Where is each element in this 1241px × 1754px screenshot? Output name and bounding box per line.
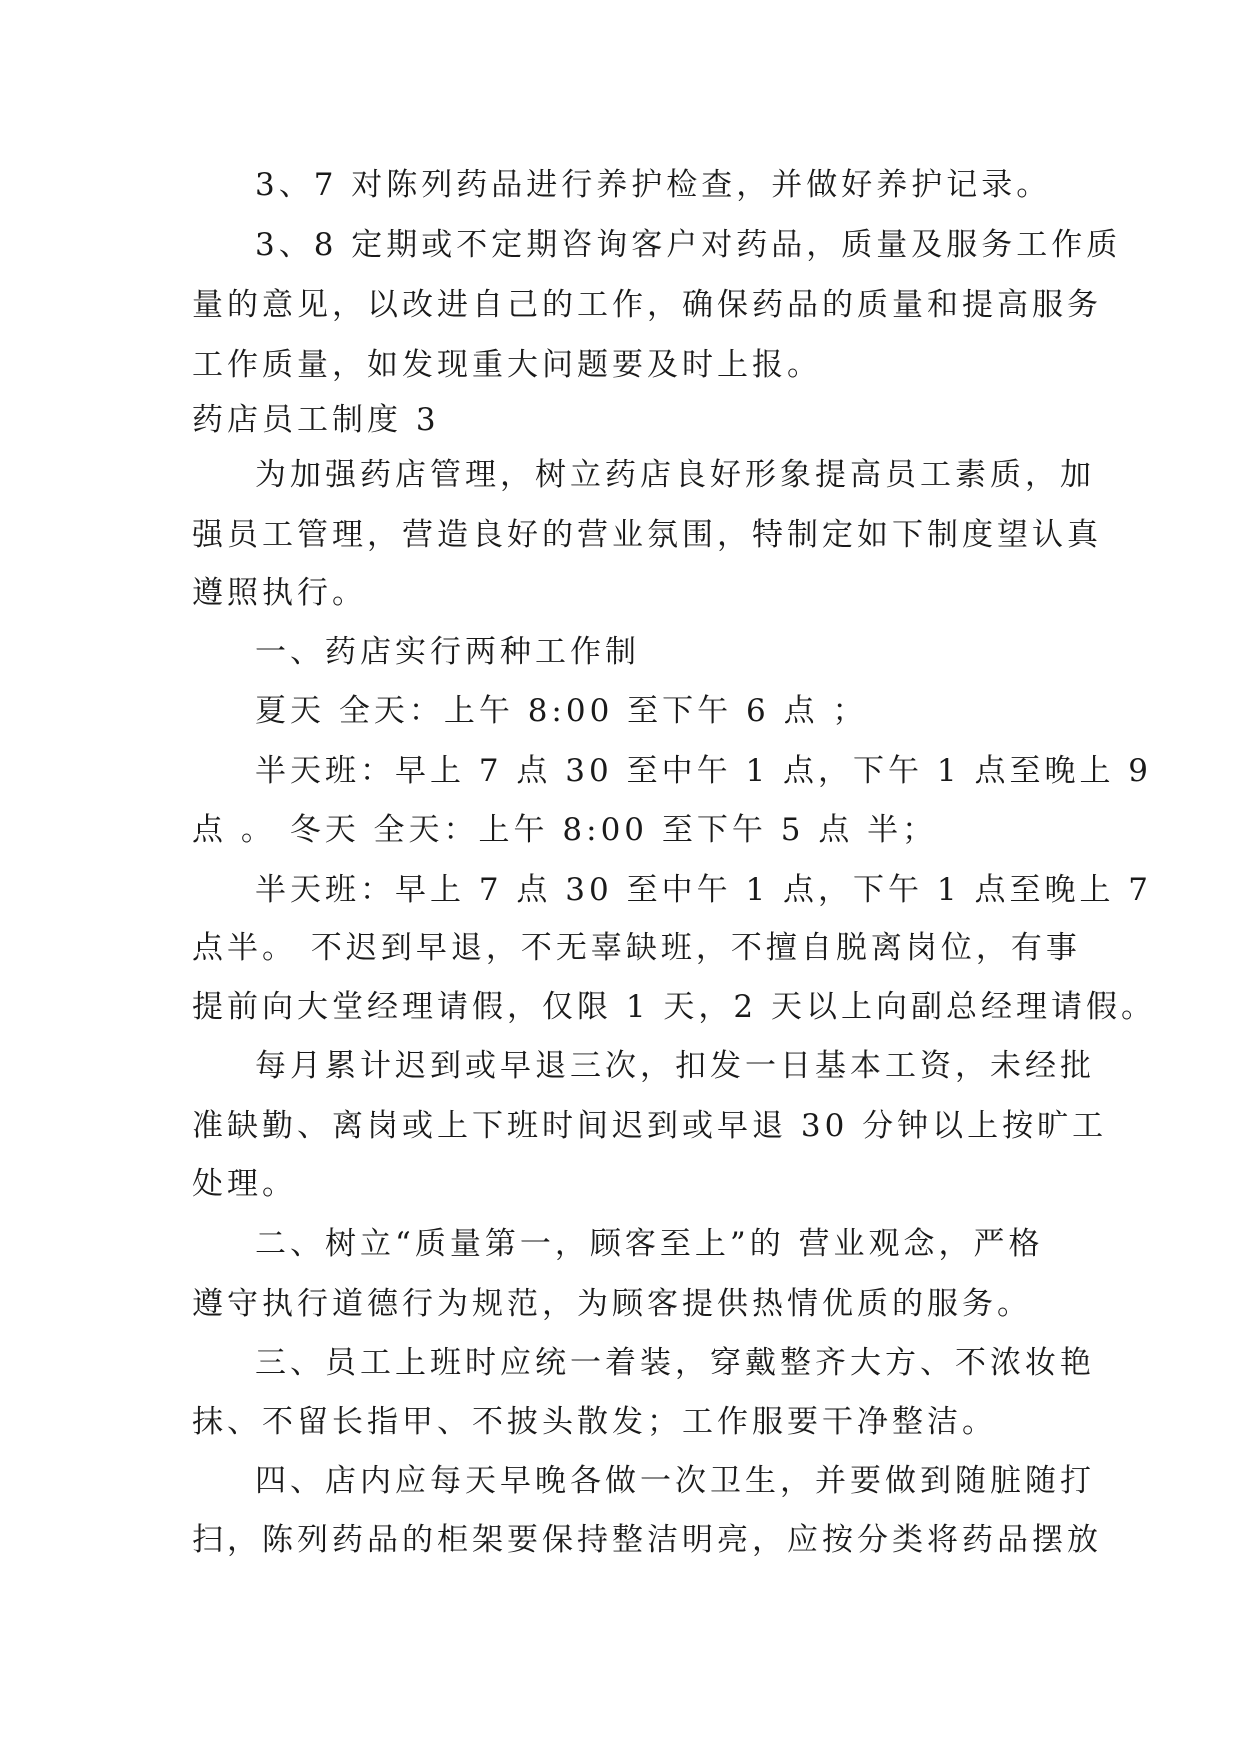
paragraph-line: 夏天 全天：上午 8:00 至下午 6 点 ； bbox=[255, 693, 868, 729]
paragraph-line: 遵守执行道德行为规范，为顾客提供热情优质的服务。 bbox=[192, 1286, 1032, 1322]
paragraph-line: 量的意见，以改进自己的工作，确保药品的质量和提高服务 bbox=[192, 287, 1102, 323]
paragraph-line: 抹、不留长指甲、不披头散发；工作服要干净整洁。 bbox=[192, 1404, 997, 1440]
paragraph-line: 一、药店实行两种工作制 bbox=[255, 634, 640, 670]
paragraph-line: 点半。 不迟到早退，不无辜缺班，不擅自脱离岗位，有事 bbox=[192, 930, 1081, 966]
paragraph-line: 为加强药店管理，树立药店良好形象提高员工素质，加 bbox=[255, 457, 1095, 493]
paragraph-line: 点 。 冬天 全天：上午 8:00 至下午 5 点 半； bbox=[192, 812, 938, 848]
paragraph-line: 遵照执行。 bbox=[192, 575, 367, 611]
paragraph-line: 3、7 对陈列药品进行养护检查，并做好养护记录。 bbox=[255, 167, 1052, 203]
paragraph-line: 提前向大堂经理请假，仅限 1 天，2 天以上向副总经理请假。 bbox=[192, 989, 1157, 1025]
paragraph-line: 三、员工上班时应统一着装，穿戴整齐大方、不浓妆艳 bbox=[255, 1345, 1095, 1381]
paragraph-line: 处理。 bbox=[192, 1166, 297, 1202]
paragraph-line: 3、8 定期或不定期咨询客户对药品，质量及服务工作质 bbox=[255, 227, 1122, 263]
paragraph-line: 二、树立“质量第一，顾客至上”的 营业观念，严格 bbox=[255, 1226, 1044, 1262]
paragraph-line: 每月累计迟到或早退三次，扣发一日基本工资，未经批 bbox=[255, 1048, 1095, 1084]
section-heading: 药店员工制度 3 bbox=[192, 402, 440, 438]
paragraph-line: 强员工管理，营造良好的营业氛围，特制定如下制度望认真 bbox=[192, 517, 1102, 553]
paragraph-line: 准缺勤、离岗或上下班时间迟到或早退 30 分钟以上按旷工 bbox=[192, 1108, 1108, 1144]
paragraph-line: 四、店内应每天早晚各做一次卫生，并要做到随脏随打 bbox=[255, 1463, 1095, 1499]
paragraph-line: 扫，陈列药品的柜架要保持整洁明亮，应按分类将药品摆放 bbox=[192, 1522, 1102, 1558]
paragraph-line: 半天班：早上 7 点 30 至中午 1 点，下午 1 点至晚上 7 bbox=[255, 872, 1153, 908]
paragraph-line: 工作质量，如发现重大问题要及时上报。 bbox=[192, 347, 822, 383]
paragraph-line: 半天班：早上 7 点 30 至中午 1 点，下午 1 点至晚上 9 bbox=[255, 753, 1153, 789]
